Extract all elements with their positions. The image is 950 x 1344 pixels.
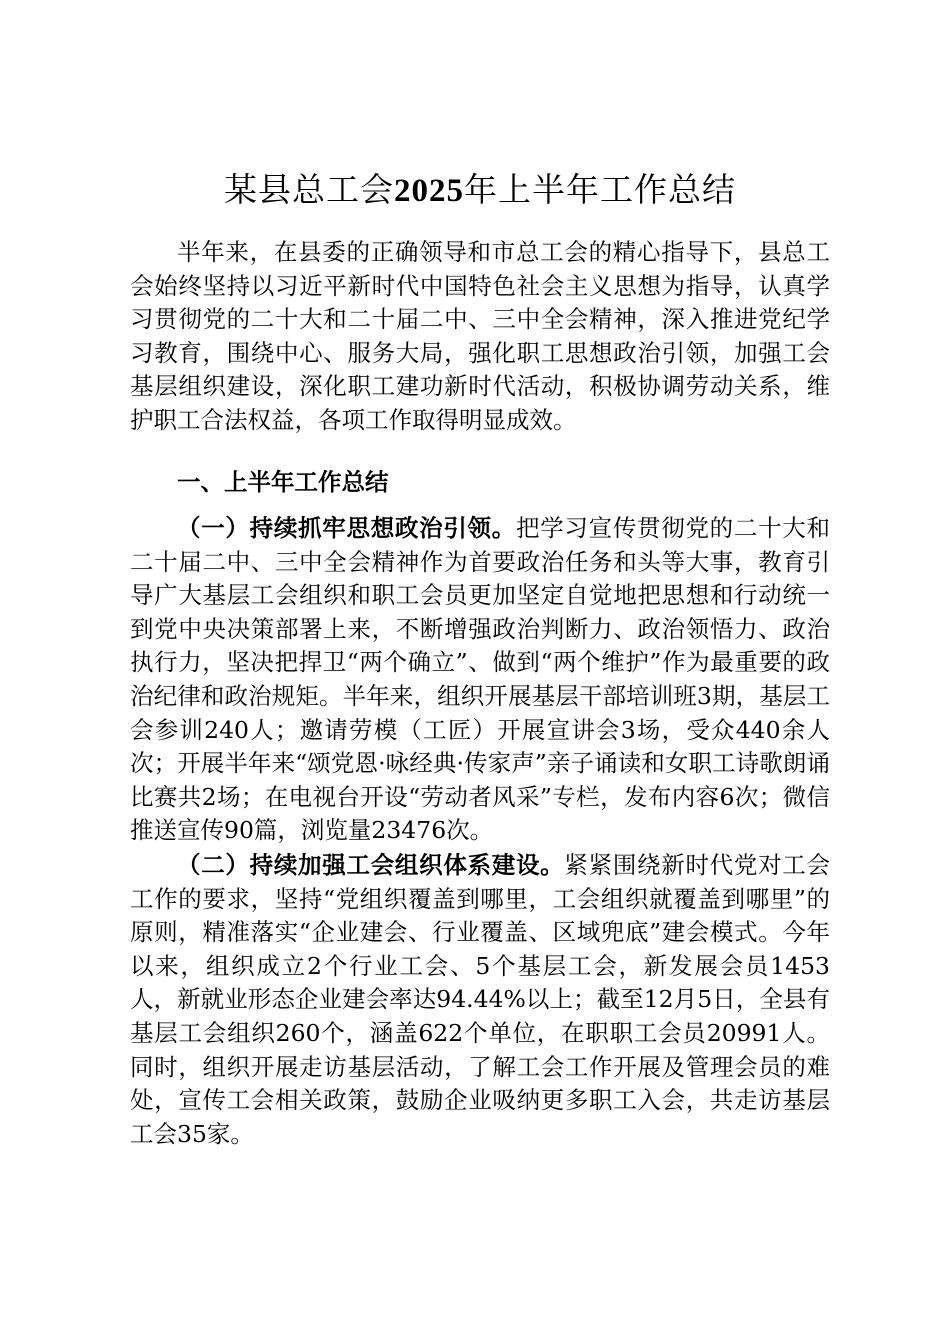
- item2-body: 紧紧围绕新时代党对工会工作的要求，坚持“党组织覆盖到哪里，工会组织就覆盖到哪里”的原则，精准落实“企业建会、行业覆盖、区域兜底”建会模式。今年以来，组织成立2个行业工会、5个基层工会，新发展会员1453人，新就业形态企业建会率达94.44%以上；截至12月5日，全县有基层工会组织260个，涵盖622个单位，在职职工会员20991人。同时，组织开展走访基层活动，了解工会工作开展及管理会员的难处，宣传工会相关政策，鼓励企业吸纳更多职工入会，共走访基层工会35家。: [130, 851, 831, 1148]
- document-title: [130, 168, 830, 213]
- item2-paragraph: [130, 849, 830, 1151]
- section1-heading: 一、上半年工作总结: [177, 468, 389, 496]
- item1-lead: （一）持续抓牢思想政治引领。: [177, 514, 516, 542]
- title-year: 2025: [394, 173, 464, 209]
- item2-lead: （二）持续加强工会组织体系建设。: [177, 851, 565, 879]
- item1-paragraph: [130, 512, 830, 848]
- title-suffix: 年上半年工作总结: [464, 170, 736, 209]
- item1-body: 把学习宣传贯彻党的二十大和二十届二中、三中全会精神作为首要政治任务和头等大事，教育引导广大基层工会组织和职工会员更加坚定自觉地把思想和行动统一到党中央决策部署上来，不断增强政治判断力、政治领悟力、政治执行力，坚决把捍卫“两个确立”、做到“两个维护”作为最重要的政治纪律和政治规矩。半年来，组织开展基层干部培训班3期，基层工会参训240人；邀请劳模（工匠）开展宣讲会3场，受众440余人次；开展半年来“颂党恩·咏经典·传家声”亲子诵读和女职工诗歌朗诵比赛共2场；在电视台开设“劳动者风采”专栏，发布内容6次；微信推送宣传90篇，浏览量23476次。: [130, 514, 831, 845]
- title-prefix: 某县总工会: [224, 170, 394, 209]
- intro-paragraph: 半年来，在县委的正确领导和市总工会的精心指导下，县总工会始终坚持以习近平新时代中国特色社会主义思想为指导，认真学习贯彻党的二十大和二十届二中、三中全会精神，深入推进党纪学习教育，围绕中心、服务大局，强化职工思想政治引领，加强工会基层组织建设，深化职工建功新时代活动，积极协调劳动关系，维护职工合法权益，各项工作取得明显成效。: [130, 238, 830, 434]
